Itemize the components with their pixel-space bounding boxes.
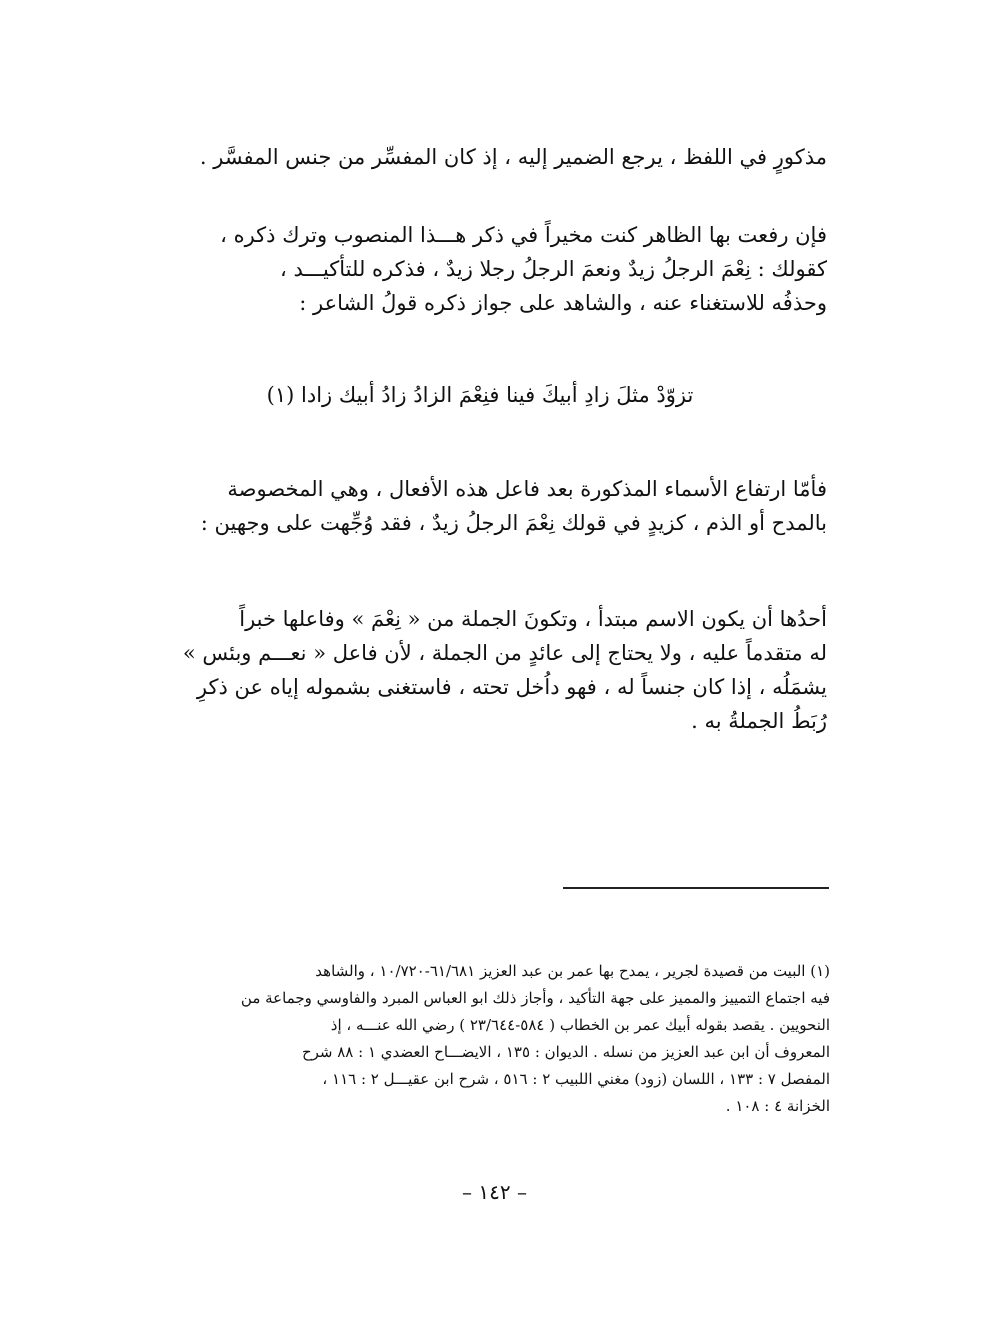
footnote <box>160 958 830 1120</box>
footnote-line: الخزانة ٤ : ١٠٨ . <box>725 1097 830 1115</box>
text-line: أحدُها أن يكون الاسم مبتدأ ، وتكونَ الجملة من « نِعْمَ » وفاعلها خبراً <box>239 607 827 631</box>
footnote-separator <box>563 887 829 889</box>
text-line: بالمدح أو الذم ، كزيدٍ في قولك نِعْمَ الرجلُ زيدٌ ، فقد وُجِّهت على وجهين : <box>200 511 827 535</box>
footnote-line: المفصل ٧ : ١٣٣ ، اللسان (زود) مغني اللبيب ٢ : ٥١٦ ، شرح ابن عقيـــل ٢ : ١١٦ ، <box>322 1070 830 1088</box>
text-line: كقولك : نِعْمَ الرجلُ زيدٌ ونعمَ الرجلُ رجلا زيدٌ ، فذكره للتأكيـــد ، <box>280 257 827 281</box>
text-line: وحذفُه للاستغناء عنه ، والشاهد على جواز ذكره قولُ الشاعر : <box>299 291 827 315</box>
footnote-line: فيه اجتماع التمييز والمميز على جهة التأكيد ، وأجاز ذلك ابو العباس المبرد والفاوسي وجماعة من <box>240 989 830 1007</box>
text-line: مذكورٍ في اللفظ ، يرجع الضمير إليه ، إذ كان المفسِّر من جنس المفسَّر . <box>199 145 827 169</box>
footnote-line: النحويين . يقصد بقوله أبيك عمر بن الخطاب ( ٥٨٤-٢٣/٦٤٤ ) رضي الله عنـــه ، إذ <box>330 1016 830 1034</box>
paragraph-1 <box>190 140 827 174</box>
footnote-line: المعروف أن ابن عبد العزيز من نسله . الديوان : ١٣٥ ، الايضـــاح العضدي ١ : ٨٨ شرح <box>301 1043 830 1061</box>
text-line: رُبَطُ الجملةُ به . <box>691 709 827 733</box>
poetry-verse <box>185 378 775 412</box>
paragraph-2 <box>160 218 827 320</box>
page-number: – ١٤٢ – <box>462 1180 527 1204</box>
text-line: يشمَلُه ، إذا كان جنساً له ، فهو داُخل تحته ، فاستغنى بشموله إياه عن ذكرِ <box>196 675 827 699</box>
text-line: فإن رفعت بها الظاهر كنت مخيراً في ذكر هـــذا المنصوب وترك ذكره ، <box>220 223 827 247</box>
text-line: فأمّا ارتفاع الأسماء المذكورة بعد فاعل هذه الأفعال ، وهي المخصوصة <box>227 477 827 501</box>
text-line: له متقدماً عليه ، ولا يحتاج إلى عائدٍ من الجملة ، لأن فاعل « نعـــم وبئس » <box>182 641 827 665</box>
footnote-line: (١) البيت من قصيدة لجرير ، يمدح بها عمر بن عبد العزيز ٦١/٦٨١-١٠/٧٢٠ ، والشاهد <box>315 962 830 980</box>
paragraph-3 <box>160 472 827 540</box>
verse-line: تزوّدْ مثلَ زادِ أبيكَ فينا فنِعْمَ الزادُ زادُ أبيك زادا (١) <box>266 383 694 407</box>
paragraph-4 <box>160 602 827 738</box>
